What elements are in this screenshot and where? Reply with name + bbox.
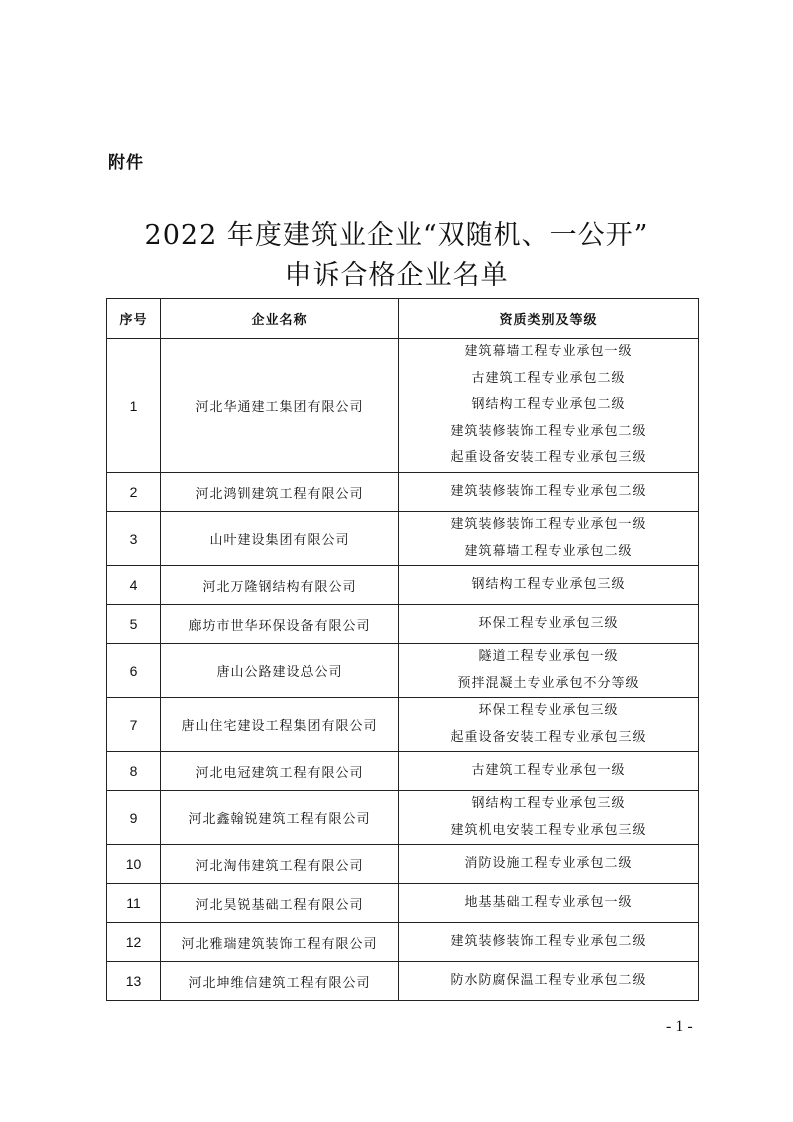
company-name: 河北淘伟建筑工程有限公司 (161, 845, 399, 884)
row-index: 5 (107, 605, 161, 644)
qualification-cell (399, 884, 699, 923)
company-name: 河北华通建工集团有限公司 (161, 339, 399, 473)
company-name: 河北万隆钢结构有限公司 (161, 566, 399, 605)
document-title-line1: 2022 年度建筑业企业“双随机、一公开” (144, 220, 649, 251)
company-name: 河北昊锐基础工程有限公司 (161, 884, 399, 923)
qualification-item: 环保工程专业承包三级 (478, 703, 619, 718)
qualification-item: 预拌混凝土专业承包不分等级 (457, 675, 640, 691)
row-index: 6 (107, 644, 161, 698)
row-index: 3 (107, 512, 161, 566)
qualification-item: 隧道工程专业承包一级 (478, 649, 619, 664)
qualification-item: 建筑装修装饰工程专业承包二级 (450, 423, 647, 439)
row-index: 1 (107, 339, 161, 473)
qualification-cell (399, 605, 699, 644)
company-name: 河北坤维信建筑工程有限公司 (161, 962, 399, 1001)
column-header-index: 序号 (107, 299, 161, 339)
table-row (107, 923, 699, 962)
qualification-item: 建筑机电安装工程专业承包三级 (450, 822, 647, 838)
row-index: 11 (107, 884, 161, 923)
qualification-item: 钢结构工程专业承包二级 (471, 397, 626, 413)
qualification-item: 古建筑工程专业承包二级 (471, 370, 626, 386)
table-row (107, 962, 699, 1001)
qualification-cell (399, 644, 699, 698)
qualification-cell (399, 339, 699, 473)
company-name: 唐山公路建设总公司 (161, 644, 399, 698)
row-index: 8 (107, 752, 161, 791)
table-header-row (107, 299, 699, 339)
company-name: 河北电冠建筑工程有限公司 (161, 752, 399, 791)
qualification-item: 建筑装修装饰工程专业承包二级 (450, 483, 647, 499)
qualification-cell (399, 566, 699, 605)
table-row (107, 791, 699, 845)
table-row (107, 605, 699, 644)
qualification-item: 地基基础工程专业承包一级 (464, 894, 633, 910)
table-row (107, 884, 699, 923)
document-title-line2: 申诉合格企业名单 (284, 260, 509, 291)
qualification-item: 起重设备安装工程专业承包三级 (450, 729, 647, 745)
qualification-item: 起重设备安装工程专业承包三级 (450, 450, 647, 466)
qualification-item: 建筑幕墙工程专业承包一级 (464, 344, 633, 360)
table-row (107, 512, 699, 566)
company-name: 廊坊市世华环保设备有限公司 (161, 605, 399, 644)
column-header-company: 企业名称 (161, 299, 399, 339)
column-header-qualification: 资质类别及等级 (399, 299, 699, 339)
row-index: 9 (107, 791, 161, 845)
qualification-item: 防水防腐保温工程专业承包二级 (450, 972, 647, 988)
qualification-cell (399, 845, 699, 884)
qualification-cell (399, 791, 699, 845)
qualification-cell (399, 473, 699, 512)
company-name: 河北鸿钏建筑工程有限公司 (161, 473, 399, 512)
qualification-item: 建筑装修装饰工程专业承包二级 (450, 933, 647, 949)
company-name: 河北鑫翰锐建筑工程有限公司 (161, 791, 399, 845)
page-number: - 1 - (666, 1018, 693, 1035)
qualification-cell (399, 752, 699, 791)
qualification-cell (399, 512, 699, 566)
table-row (107, 752, 699, 791)
qualification-item: 钢结构工程专业承包三级 (471, 796, 626, 811)
attachment-label: 附件 (108, 153, 144, 173)
qualified-companies-table (106, 298, 699, 1001)
row-index: 13 (107, 962, 161, 1001)
company-name: 河北雅瑞建筑装饰工程有限公司 (161, 923, 399, 962)
qualification-cell (399, 923, 699, 962)
table-row (107, 566, 699, 605)
table-row (107, 339, 699, 473)
qualification-item: 钢结构工程专业承包三级 (471, 576, 626, 592)
company-name: 山叶建设集团有限公司 (161, 512, 399, 566)
row-index: 7 (107, 698, 161, 752)
qualification-item: 建筑装修装饰工程专业承包一级 (450, 517, 647, 532)
table-row (107, 644, 699, 698)
row-index: 2 (107, 473, 161, 512)
company-name: 唐山住宅建设工程集团有限公司 (161, 698, 399, 752)
table-row (107, 698, 699, 752)
qualification-item: 消防设施工程专业承包二级 (464, 855, 633, 871)
qualification-item: 古建筑工程专业承包一级 (471, 762, 626, 778)
qualification-item: 建筑幕墙工程专业承包二级 (464, 543, 633, 559)
row-index: 4 (107, 566, 161, 605)
qualification-cell (399, 962, 699, 1001)
row-index: 12 (107, 923, 161, 962)
qualification-item: 环保工程专业承包三级 (478, 615, 619, 631)
table-row (107, 473, 699, 512)
row-index: 10 (107, 845, 161, 884)
table-row (107, 845, 699, 884)
qualification-cell (399, 698, 699, 752)
